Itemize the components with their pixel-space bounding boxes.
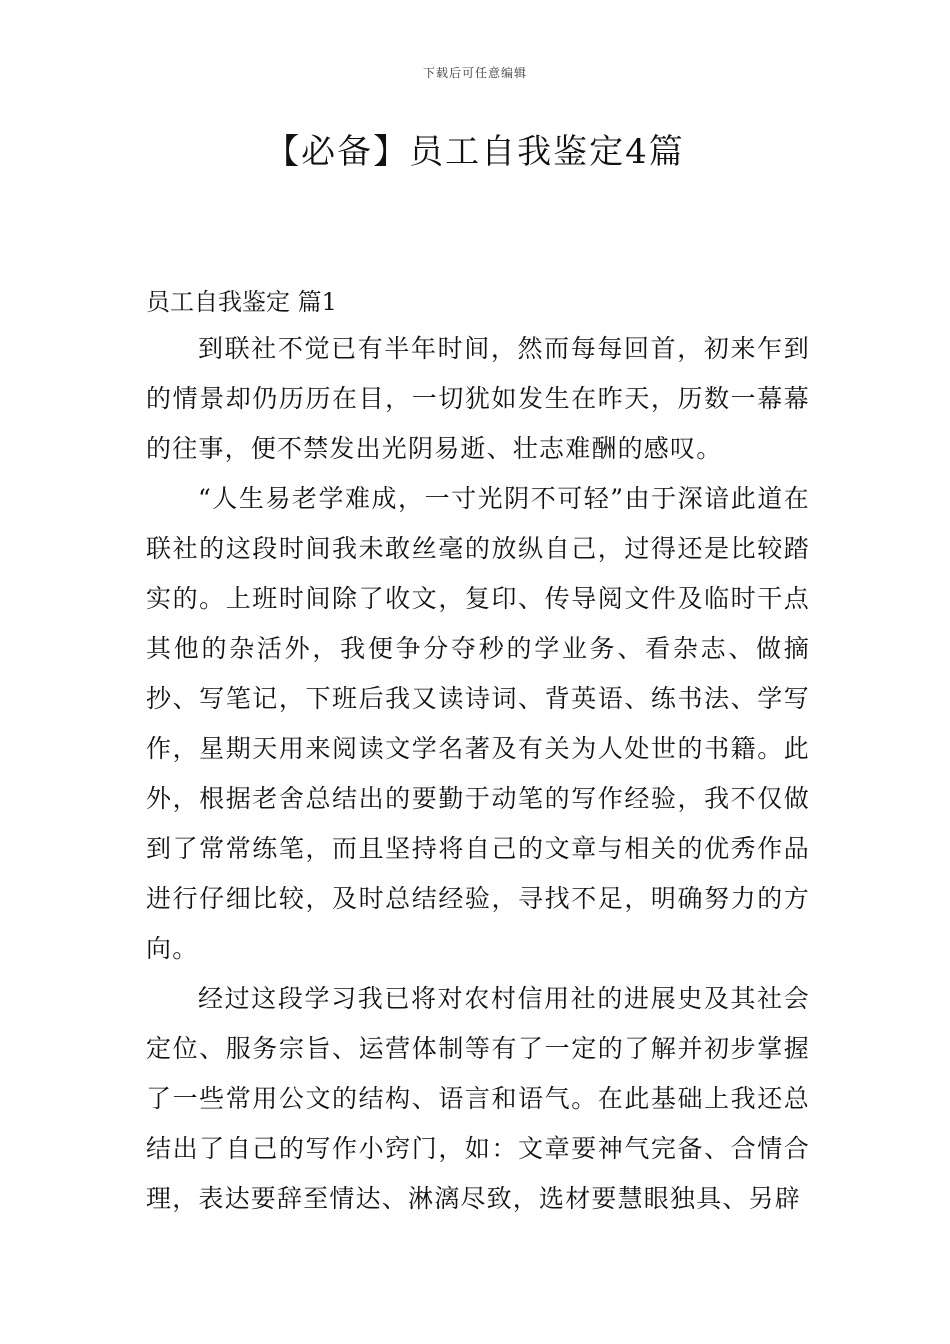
document-title: 【必备】员工自我鉴定4篇 xyxy=(265,132,685,172)
paragraph-3: 经过这段学习我已将对农村信用社的进展史及其社会定位、服务宗旨、运营体制等有了一定的了解并初步掌握了一些常用公文的结构、语言和语气。在此基础上我还总结出了自己的写作小窍门，如：文章要神气完备、合情合理，表达要辞至情达、淋漓尽致，选材要慧眼独具、另辟 xyxy=(146,984,810,1213)
paragraph-1: 到联社不觉已有半年时间，然而每每回首，初来乍到的情景却仍历历在目，一切犹如发生在昨天，历数一幕幕的往事，便不禁发出光阴易逝、壮志难酬的感叹。 xyxy=(146,334,810,463)
section-heading: 员工自我鉴定 篇1 xyxy=(146,288,337,316)
body-text xyxy=(146,324,810,1224)
paragraph-2: “人生易老学难成，一寸光阴不可轻”由于深谙此道在联社的这段时间我未敢丝毫的放纵自己，过得还是比较踏实的。上班时间除了收文，复印、传导阅文件及临时干点其他的杂活外，我便争分夺秒的学业务、看杂志、做摘抄、写笔记，下班后我又读诗词、背英语、练书法、学写作，星期天用来阅读文学名著及有关为人处世的书籍。此外，根据老舍总结出的要勤于动笔的写作经验，我不仅做到了常常练笔，而且坚持将自己的文章与相关的优秀作品进行仔细比较，及时总结经验，寻找不足，明确努力的方向。 xyxy=(146,484,810,963)
header-note: 下载后可任意编辑 xyxy=(422,66,527,80)
